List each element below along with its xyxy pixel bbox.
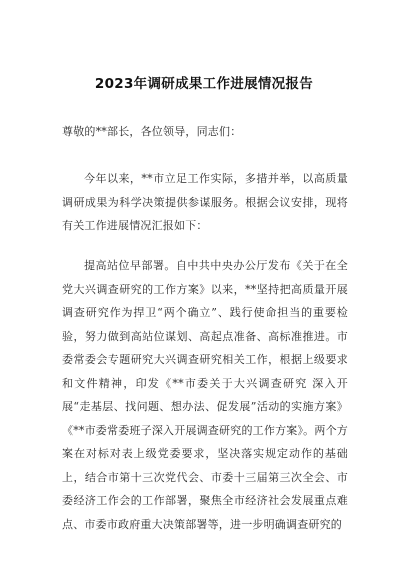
document-title: 2023年调研成果工作进展情况报告 — [94, 76, 314, 92]
paragraph-deployment: 提高站位早部署。自中共中央办公厅发布《关于在全党大兴调查研究的工作方案》以来，**坚持把高质量开展调查研究作为捍卫“两个确立”、践行使命担当的重要检验，努力做到高站位谋划、高起点准备、高标准推进。市委常委会专题研究大兴调查研究相关工作，根据上级要求和文件精神，印发《**市委关于大兴调查研究 深入开展“走基层、找问题、想办法、促发展”活动的实施方案》《**市委常委班子深入开展调查研究的工作方案》。两个方案在对标对表上级党委要求，坚决落实规定动作的基础上，结合市第十三次党代会、市委十三届第三次全会、市委经济工作会的工作部署，聚焦全市经济社会发展重点难点、市委市政府重大决策部署等，进一步明确调查研究的 — [62, 259, 348, 531]
salutation: 尊敬的**部长，各位领导，同志们： — [62, 125, 242, 138]
paragraph-intro: 今年以来，**市立足工作实际，多措并举，以高质量调研成果为科学决策提供参谋服务。根据会议安排，现将有关工作进展情况汇报如下： — [62, 172, 348, 232]
